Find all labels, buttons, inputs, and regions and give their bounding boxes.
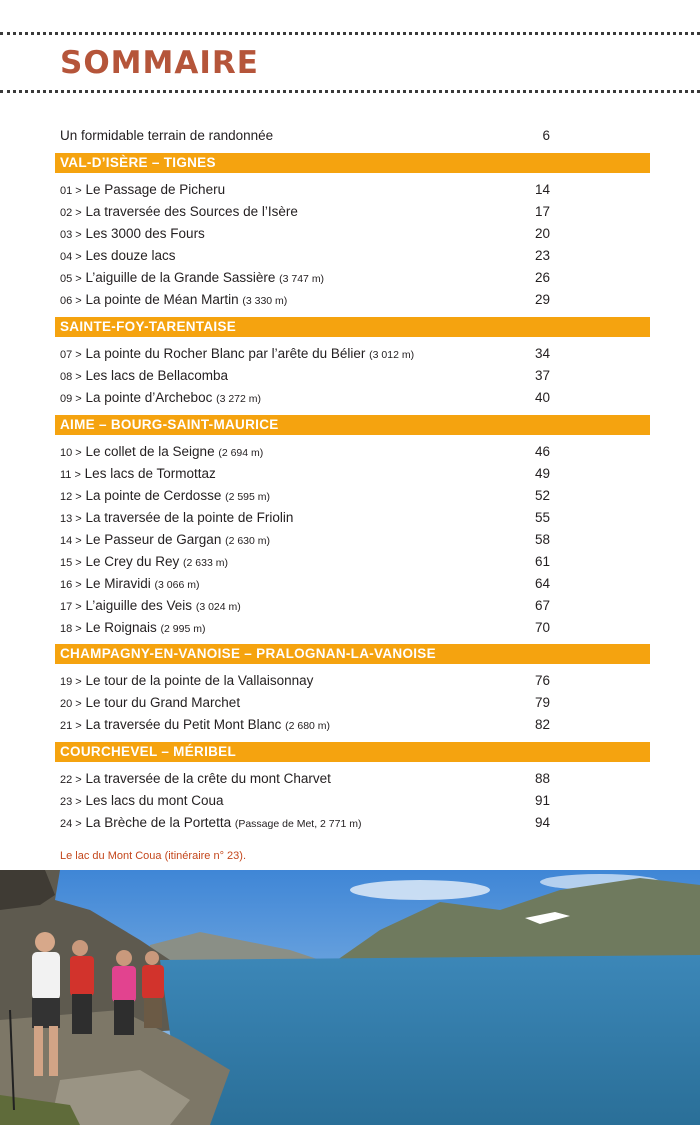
toc-entry-page: 94 <box>534 815 550 830</box>
toc-entry-altitude: (3 747 m) <box>279 273 325 285</box>
toc-entry[interactable] <box>60 179 550 201</box>
toc-entry-page: 17 <box>534 204 550 219</box>
toc-entry-number: 01 > <box>60 185 82 197</box>
toc-entry-altitude: (3 012 m) <box>369 349 415 361</box>
toc-entry-page: 82 <box>534 717 550 732</box>
toc-entry-page: 61 <box>534 554 550 569</box>
photo-caption: Le lac du Mont Coua (itinéraire n° 23). <box>60 850 246 862</box>
toc-entry-number: 16 > <box>60 579 82 591</box>
toc-entry-altitude: (3 330 m) <box>242 295 288 307</box>
toc-entry-number: 21 > <box>60 720 82 732</box>
toc-entry-number: 17 > <box>60 601 82 613</box>
section-header: CHAMPAGNY-EN-VANOISE – PRALOGNAN-LA-VANOISE <box>55 644 650 664</box>
toc-entry-title: Le Roignais <box>85 620 157 635</box>
toc-entry-number: 09 > <box>60 393 82 405</box>
toc-entry[interactable] <box>60 267 550 289</box>
toc-entry-title: Le tour du Grand Marchet <box>85 695 241 710</box>
toc-entry[interactable] <box>60 768 550 790</box>
toc-entry[interactable] <box>60 812 550 834</box>
toc-entry-number: 15 > <box>60 557 82 569</box>
toc-entry-number: 06 > <box>60 295 82 307</box>
toc-entry-page: 34 <box>534 346 550 361</box>
dotted-rule-top <box>0 32 700 35</box>
toc-entry-number: 22 > <box>60 774 82 786</box>
toc-entry-page: 52 <box>534 488 550 503</box>
toc-entry-number: 11 > <box>60 469 81 481</box>
toc-entry-title: La pointe d’Archeboc <box>85 390 213 405</box>
toc-entry-title: La traversée de la pointe de Friolin <box>85 510 294 525</box>
toc-entry-page: 46 <box>534 444 550 459</box>
toc-entry[interactable] <box>60 201 550 223</box>
toc-entry-page: 67 <box>534 598 550 613</box>
page-title: SOMMAIRE <box>60 45 259 81</box>
dotted-rule-bottom <box>0 90 700 93</box>
toc-entry-title: Le Passeur de Gargan <box>85 532 222 547</box>
toc-entry-title: Les lacs de Tormottaz <box>84 466 216 481</box>
toc-entry-page: 58 <box>534 532 550 547</box>
toc-entry-title: La traversée des Sources de l’Isère <box>85 204 298 219</box>
toc-entry[interactable] <box>60 343 550 365</box>
toc-entry-altitude: (2 633 m) <box>183 557 228 569</box>
toc-entry-title: Le Miravidi <box>85 576 151 591</box>
toc-entry-title: Les 3000 des Fours <box>85 226 205 241</box>
toc-entry[interactable] <box>60 507 550 529</box>
toc-entry[interactable] <box>60 485 550 507</box>
toc-entry-number: 02 > <box>60 207 82 219</box>
toc-entry[interactable] <box>60 289 550 311</box>
toc-entry-number: 05 > <box>60 273 82 285</box>
toc-entry-title: Les douze lacs <box>85 248 176 263</box>
toc-entry[interactable] <box>60 617 550 639</box>
toc-entry-page: 23 <box>534 248 550 263</box>
toc-entry-altitude: (2 680 m) <box>285 720 331 732</box>
toc-entry-number: 07 > <box>60 349 82 361</box>
toc-entry[interactable] <box>60 529 550 551</box>
section-header: AIME – BOURG-SAINT-MAURICE <box>55 415 650 435</box>
toc-entry-page: 88 <box>534 771 550 786</box>
toc-entry[interactable] <box>60 223 550 245</box>
toc-entry-title: Le Crey du Rey <box>85 554 180 569</box>
toc-entry-title: Les lacs de Bellacomba <box>85 368 229 383</box>
toc-entry[interactable] <box>60 245 550 267</box>
toc-entry-title: L’aiguille des Veis <box>85 598 193 613</box>
toc-entry-title: L’aiguille de la Grande Sassière <box>85 270 276 285</box>
section-header: SAINTE-FOY-TARENTAISE <box>55 317 650 337</box>
toc-entry-page: 79 <box>534 695 550 710</box>
toc-entry-page: 40 <box>534 390 550 405</box>
toc-entry-altitude: (3 066 m) <box>154 579 200 591</box>
toc-entry-page: 29 <box>534 292 550 307</box>
toc-entry-page: 91 <box>534 793 550 808</box>
toc-entry-number: 19 > <box>60 676 82 688</box>
toc-entry-number: 13 > <box>60 513 82 525</box>
toc-entry-title: Les lacs du mont Coua <box>85 793 224 808</box>
toc-entry-altitude: (2 595 m) <box>225 491 271 503</box>
toc-entry-page: 49 <box>534 466 550 481</box>
toc-entry-altitude: (2 995 m) <box>160 623 206 635</box>
toc-entry[interactable] <box>60 441 550 463</box>
toc-entry[interactable] <box>60 387 550 409</box>
toc-entry-page: 26 <box>534 270 550 285</box>
toc-entry-page: 6 <box>542 128 550 143</box>
toc-entry-page: 20 <box>534 226 550 241</box>
toc-entry-altitude: (2 630 m) <box>225 535 271 547</box>
toc-entry[interactable] <box>60 595 550 617</box>
toc-entry-altitude: (Passage de Met, 2 771 m) <box>234 818 362 830</box>
toc-entry-page: 70 <box>534 620 550 635</box>
toc-entry-title: La pointe du Rocher Blanc par l’arête du Bélier <box>85 346 366 361</box>
section-header: COURCHEVEL – MÉRIBEL <box>55 742 650 762</box>
toc-entry-intro[interactable] <box>60 125 550 147</box>
toc-entry-number: 03 > <box>60 229 82 241</box>
toc-entry-title: La pointe de Cerdosse <box>85 488 222 503</box>
lake-photo <box>0 870 700 1125</box>
toc-entry-title: Un formidable terrain de randonnée <box>60 128 274 143</box>
toc-entry-number: 08 > <box>60 371 82 383</box>
toc-entry-altitude: (2 694 m) <box>218 447 264 459</box>
toc-entry-number: 20 > <box>60 698 82 710</box>
toc-entry-number: 24 > <box>60 818 82 830</box>
toc-entry-title: Le tour de la pointe de la Vallaisonnay <box>85 673 314 688</box>
toc-entry-page: 55 <box>534 510 550 525</box>
toc-entry-page: 37 <box>534 368 550 383</box>
toc-entry-altitude: (3 024 m) <box>195 601 241 613</box>
toc-entry-number: 23 > <box>60 796 82 808</box>
toc-entry[interactable] <box>60 714 550 736</box>
toc-entry-number: 14 > <box>60 535 82 547</box>
toc-entry-title: La pointe de Méan Martin <box>85 292 239 307</box>
toc-entry-title: La traversée du Petit Mont Blanc <box>85 717 282 732</box>
toc-entry-title: Le collet de la Seigne <box>85 444 215 459</box>
toc-entry-page: 64 <box>534 576 550 591</box>
toc-entry[interactable] <box>60 692 550 714</box>
toc-entry-number: 18 > <box>60 623 82 635</box>
toc-entry-altitude: (3 272 m) <box>216 393 262 405</box>
toc-entry[interactable] <box>60 790 550 812</box>
section-header: VAL-D’ISÈRE – TIGNES <box>55 153 650 173</box>
toc-entry[interactable] <box>60 551 550 573</box>
toc-entry-title: La traversée de la crête du mont Charvet <box>85 771 331 786</box>
toc-entry[interactable] <box>60 463 550 485</box>
toc-entry[interactable] <box>60 670 550 692</box>
toc-entry-title: Le Passage de Picheru <box>85 182 226 197</box>
toc-entry-title: La Brèche de la Portetta <box>85 815 232 830</box>
toc-entry-page: 14 <box>534 182 550 197</box>
toc-entry-number: 10 > <box>60 447 82 459</box>
toc-entry[interactable] <box>60 365 550 387</box>
toc-entry-number: 04 > <box>60 251 82 263</box>
toc-entry-page: 76 <box>534 673 550 688</box>
toc-entry[interactable] <box>60 573 550 595</box>
toc-entry-number: 12 > <box>60 491 82 503</box>
